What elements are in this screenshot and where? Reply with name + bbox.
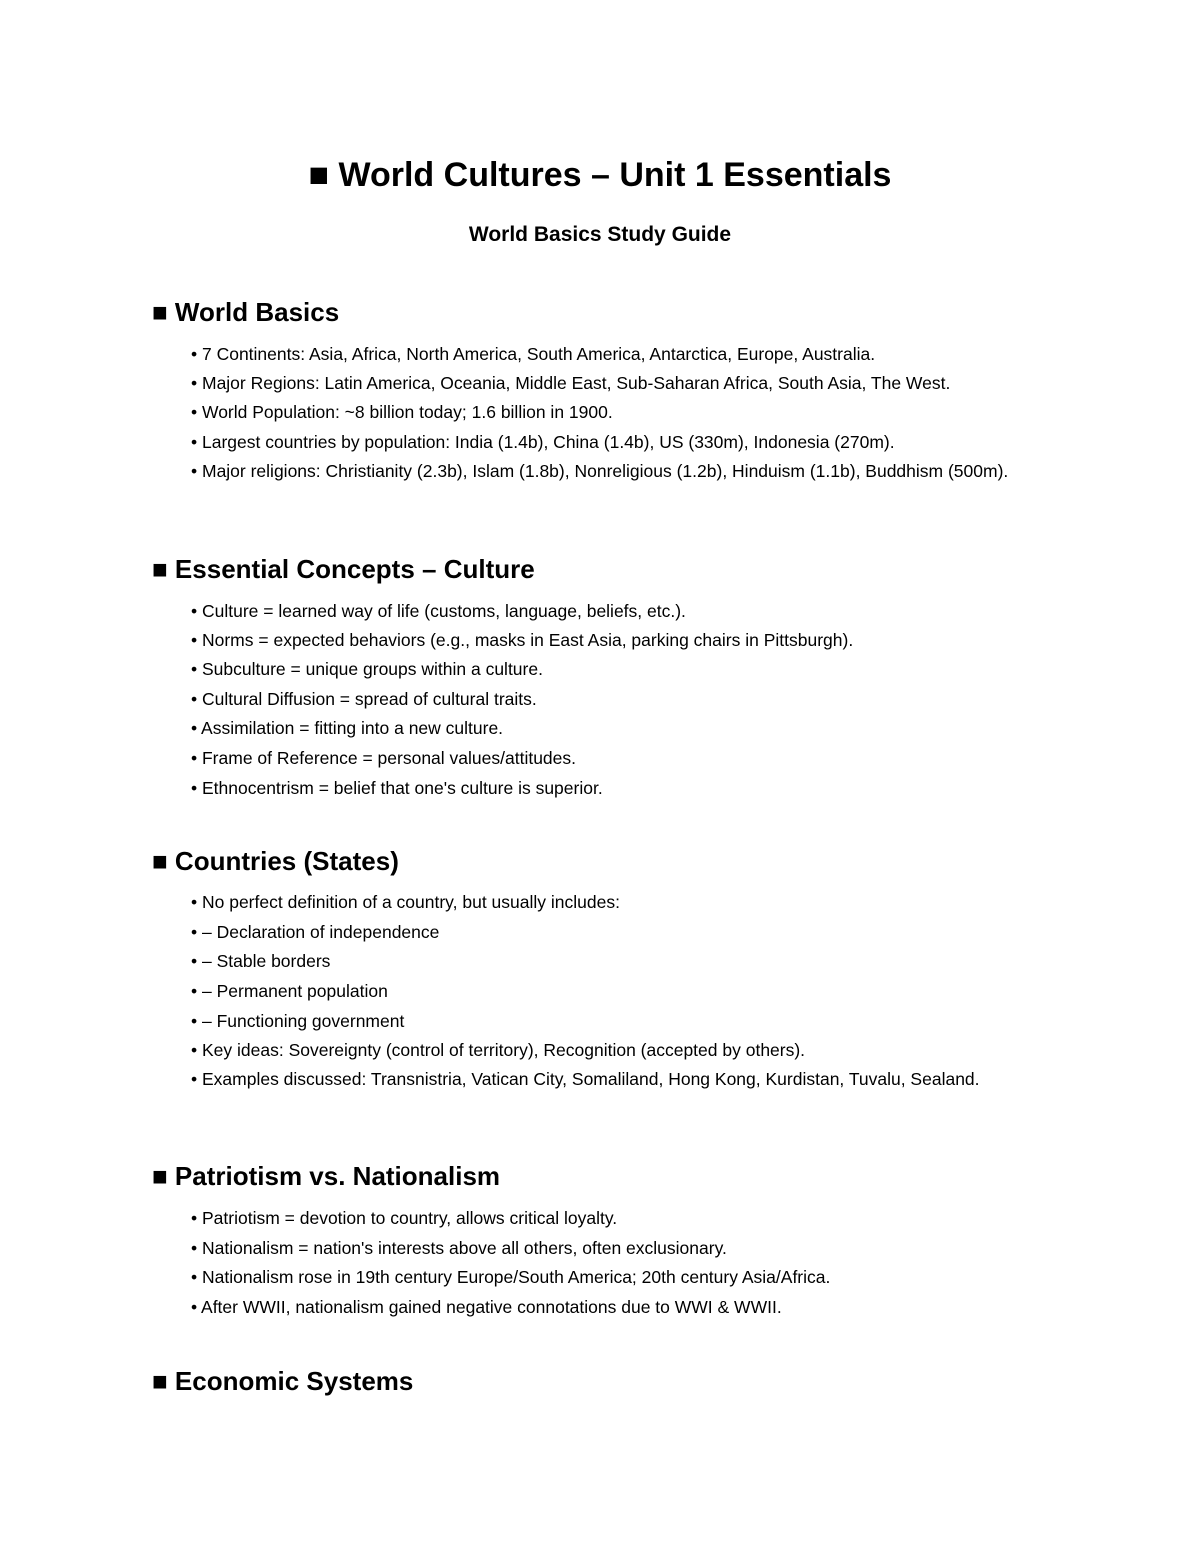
document-subtitle: World Basics Study Guide <box>468 223 732 246</box>
list-item: • Patriotism = devotion to country, allows critical loyalty. <box>191 1208 618 1228</box>
list-item: • Subculture = unique groups within a culture. <box>191 659 543 679</box>
list-item: • No perfect definition of a country, but usually includes: <box>191 892 620 912</box>
list-item: • After WWII, nationalism gained negative connotations due to WWI & WWII. <box>191 1297 782 1317</box>
section-heading-essential-concepts: ■ Essential Concepts – Culture <box>152 554 535 584</box>
section-heading-patriotism-nationalism: ■ Patriotism vs. Nationalism <box>152 1161 501 1191</box>
list-item: • Major religions: Christianity (2.3b), Islam (1.8b), Nonreligious (1.2b), Hinduism (1.1b), Buddhism (500m). <box>191 461 1009 481</box>
list-item: • – Stable borders <box>191 951 331 971</box>
section-heading-economic-systems: ■ Economic Systems <box>152 1366 414 1396</box>
list-item: • – Functioning government <box>191 1011 405 1031</box>
list-item: • – Declaration of independence <box>191 922 440 942</box>
list-item: • Cultural Diffusion = spread of cultural traits. <box>191 689 537 709</box>
list-item: • Culture = learned way of life (customs, language, beliefs, etc.). <box>191 601 686 621</box>
list-item: • Nationalism = nation's interests above all others, often exclusionary. <box>191 1238 727 1258</box>
list-item: • Assimilation = fitting into a new culture. <box>191 718 504 738</box>
list-item: • World Population: ~8 billion today; 1.6 billion in 1900. <box>191 402 613 422</box>
list-item: • Ethnocentrism = belief that one's culture is superior. <box>191 778 603 798</box>
list-item: • 7 Continents: Asia, Africa, North America, South America, Antarctica, Europe, Australia. <box>191 344 876 364</box>
list-item: • Largest countries by population: India (1.4b), China (1.4b), US (330m), Indonesia (270m). <box>191 432 895 452</box>
section-heading-countries: ■ Countries (States) <box>152 846 399 876</box>
list-item: • Examples discussed: Transnistria, Vatican City, Somaliland, Hong Kong, Kurdistan, Tuvalu, Sealand. <box>191 1069 980 1089</box>
list-item: • Frame of Reference = personal values/attitudes. <box>191 748 577 768</box>
list-item: • Norms = expected behaviors (e.g., masks in East Asia, parking chairs in Pittsburgh). <box>191 630 854 650</box>
document-title: ■ World Cultures – Unit 1 Essentials <box>308 156 892 194</box>
list-item: • Major Regions: Latin America, Oceania, Middle East, Sub-Saharan Africa, South Asia, The West. <box>191 373 951 393</box>
list-item: • – Permanent population <box>191 981 388 1001</box>
list-item: • Nationalism rose in 19th century Europe/South America; 20th century Asia/Africa. <box>191 1267 831 1287</box>
section-heading-world-basics: ■ World Basics <box>152 297 340 327</box>
list-item: • Key ideas: Sovereignty (control of territory), Recognition (accepted by others). <box>191 1040 806 1060</box>
